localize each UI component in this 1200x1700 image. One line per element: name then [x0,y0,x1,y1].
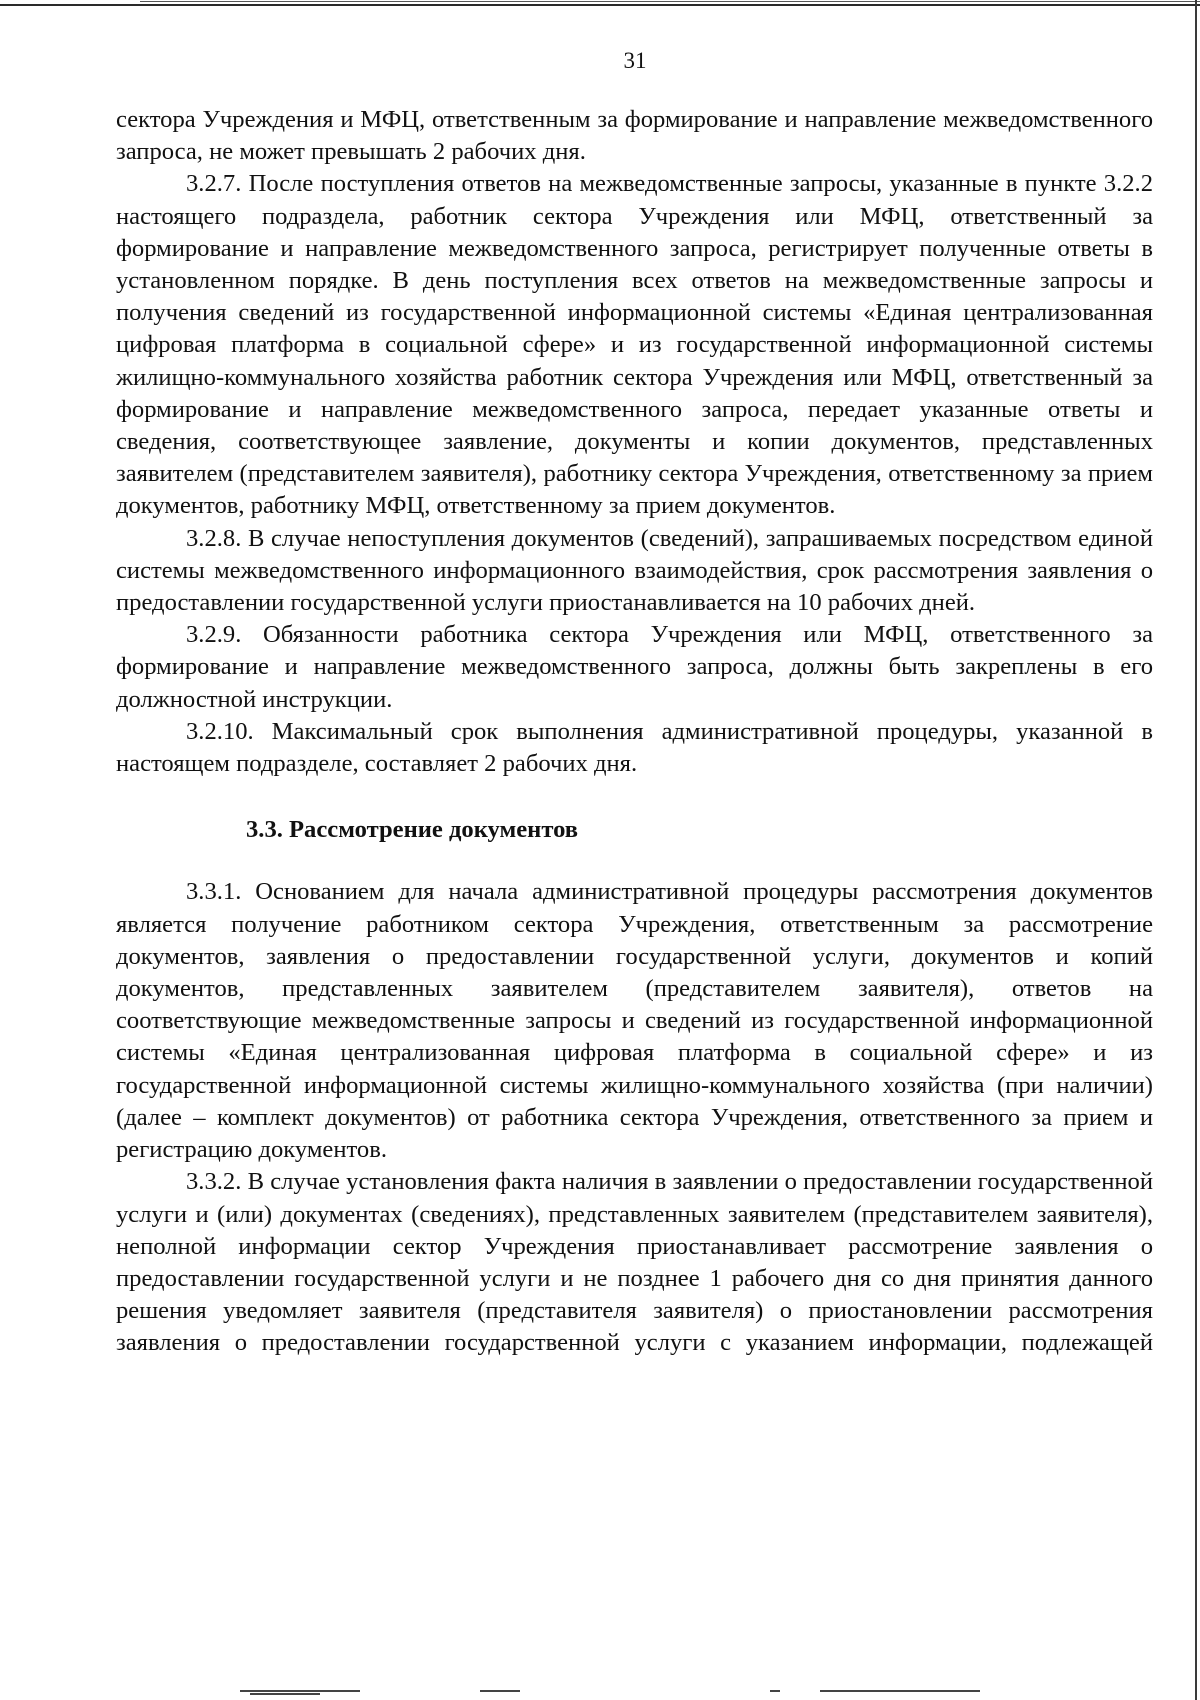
page-number: 31 [623,48,647,73]
paragraph-continuation: сектора Учреждения и МФЦ, ответственным за формирование и направление межведомственного запроса, не может превышать 2 рабочих дня. [116,106,1153,166]
paragraph-3-2-8: 3.2.8. В случае непоступления документов (сведений), запрашиваемых посредством единой системы межведомственного информационного взаимодействия, срок рассмотрения заявления о предоставлении государственной услуги приостанавливается на 10 рабочих дней. [116,524,1153,617]
paragraph-3-2-9: 3.2.9. Обязанности работника сектора Учреждения или МФЦ, ответственного за формирование и направление межведомственного запроса, должны быть закреплены в его должностной инструкции. [116,621,1153,713]
paragraph-3-2-7: 3.2.7. После поступления ответов на межведомственные запросы, указанные в пункте 3.2.2 настоящего подраздела, работник сектора Учреждения или МФЦ, ответственный за формирование и направление межведомственного запроса, регистрирует полученные ответы в установленном порядке. В день поступления всех ответов на межведомственные запросы и получения сведений из государственной информационной системы «Единая централизованная цифровая платформа в социальной сфере» и из государственной информационной системы жилищно-коммунального хозяйства работник сектора Учреждения или МФЦ, ответственный за формирование и направление межведомственного запроса, передает указанные ответы и сведения, соответствующее заявление, документы и копии документов, представленных заявителем (представителем заявителя), работнику сектора Учреждения, ответственному за прием документов, работнику МФЦ, ответственному за прием документов. [116,170,1153,520]
section-heading: 3.3. Рассмотрение документов [246,816,579,844]
scan-border-top-inner [140,1,1200,2]
paragraph-3-3-2: 3.3.2. В случае установления факта наличия в заявлении о предоставлении государственной услуги и (или) документах (сведениях), представленных заявителем (представителем заявителя), неполной информации сектор Учреждения приостанавливает рассмотрение заявления о предоставлении государственной услуги и не позднее 1 рабочего дня со дня принятия данного решения уведомляет заявителя (представителя заявителя) о приостановлении рассмотрения заявления о предоставлении государственной услуги с указанием информации, подлежащей [116,1168,1153,1357]
scan-border-right [1195,0,1197,1700]
paragraph-3-2-10: 3.2.10. Максимальный срок выполнения административной процедуры, указанной в настоящем подразделе, составляет 2 рабочих дня. [116,717,1153,778]
scan-border-top [0,4,1200,6]
paragraph-3-3-1: 3.3.1. Основанием для начала административной процедуры рассмотрения документов является получение работником сектора Учреждения, ответственным за рассмотрение документов, заявления о предоставлении государственной услуги, документов и копий документов, представленных заявителем (представителем заявителя), ответов на соответствующие межведомственные запросы и сведений из государственной информационной системы «Единая централизованная цифровая платформа в социальной сфере» и из государственной информационной системы жилищно-коммунального хозяйства (при наличии) (далее – комплект документов) от работника сектора Учреждения, ответственного за прием и регистрацию документов. [116,878,1153,1164]
scan-marks-bottom [0,1690,1200,1696]
document-body [116,104,1153,1360]
